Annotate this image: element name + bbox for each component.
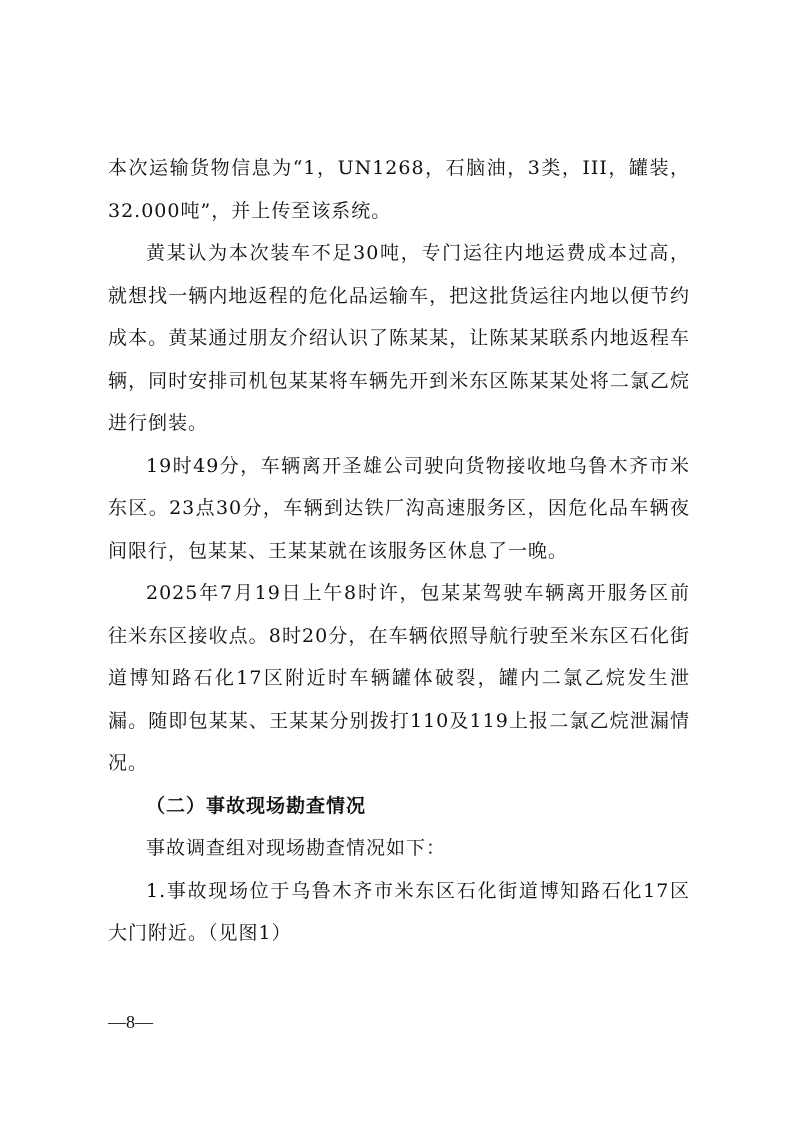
section-heading: （二）事故现场勘查情况 [146,794,367,817]
paragraph-site-location: 1.事故现场位于乌鲁木齐市米东区石化街道博知路石化17区大门附近。（见图1） [108,879,690,944]
paragraph-survey-intro: 事故调查组对现场勘查情况如下： [146,837,447,859]
paragraph-cargo-info: 本次运输货物信息为“1，UN1268，石脑油，3类，III，罐装，32.000吨”，并上传至该系统。 [108,157,690,222]
paragraph-cost-decision: 黄某认为本次装车不足30吨，专门运往内地运费成本过高，就想找一辆内地返程的危化品运输车，把这批货运往内地以便节约成本。黄某通过朋友介绍认识了陈某某，让陈某某联系内地返程车辆，同时安排司机包某某将车辆先开到米东区陈某某处将二氯乙烷进行倒装。 [108,242,690,434]
document-body [108,147,690,955]
paragraph-departure: 19时49分，车辆离开圣雄公司驶向货物接收地乌鲁木齐市米东区。23点30分，车辆到达铁厂沟高速服务区，因危化品车辆夜间限行，包某某、王某某就在该服务区休息了一晚。 [108,454,690,562]
paragraph-leak-event: 2025年7月19日上午8时许，包某某驾驶车辆离开服务区前往米东区接收点。8时20分，在车辆依照导航行驶至米东区石化街道博知路石化17区附近时车辆罐体破裂，罐内二氯乙烷发生泄漏。随即包某某、王某某分别拨打110及119上报二氯乙烷泄漏情况。 [108,582,690,774]
page-number: —8— [108,1012,153,1032]
